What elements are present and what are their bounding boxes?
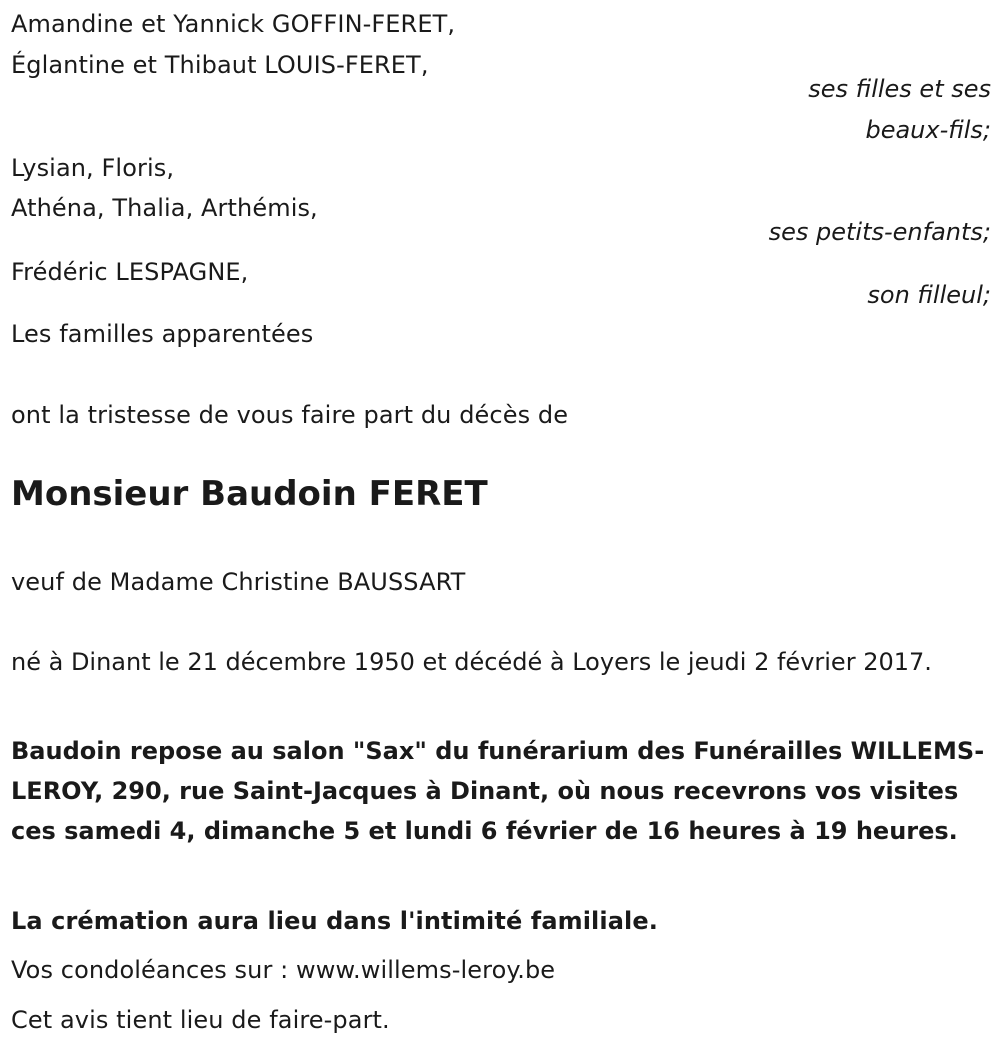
condolences-text: Vos condoléances sur : www.willems-leroy.be — [11, 956, 556, 984]
widower-line: veuf de Madame Christine BAUSSART — [11, 568, 466, 596]
announcement: ont la tristesse de vous faire part du décès de — [11, 401, 569, 429]
death-notice — [11, 0, 991, 1055]
daughter-line-1: Amandine et Yannick GOFFIN-FERET, — [11, 10, 456, 38]
grandchildren-line-2: Athéna, Thalia, Arthémis, — [11, 194, 318, 222]
godson-role: son filleul; — [867, 281, 991, 309]
deceased-name: Monsieur Baudoin FERET — [11, 474, 488, 514]
godson-name: Frédéric LESPAGNE, — [11, 258, 249, 286]
visitation-text: Baudoin repose au salon "Sax" du funérarium des Funérailles WILLEMS-LEROY, 290, rue Saint-Jacques à Dinant, où nous recevrons vos visites ces samedi 4, dimanche 5 et lundi 6 février de 16 heures à 19 heures. — [11, 737, 985, 845]
notice-text: Cet avis tient lieu de faire-part. — [11, 1006, 390, 1034]
related-families: Les familles apparentées — [11, 320, 314, 348]
daughters-role-line-2: beaux-fils; — [865, 116, 991, 144]
daughter-line-2: Églantine et Thibaut LOUIS-FERET, — [11, 51, 429, 79]
cremation-text: La crémation aura lieu dans l'intimité familiale. — [11, 907, 658, 935]
birth-death-text: né à Dinant le 21 décembre 1950 et décédé à Loyers le jeudi 2 février 2017. — [11, 648, 932, 676]
daughters-role-line-1: ses filles et ses — [808, 75, 991, 103]
grandchildren-line-1: Lysian, Floris, — [11, 154, 175, 182]
grandchildren-role: ses petits-enfants; — [768, 218, 991, 246]
